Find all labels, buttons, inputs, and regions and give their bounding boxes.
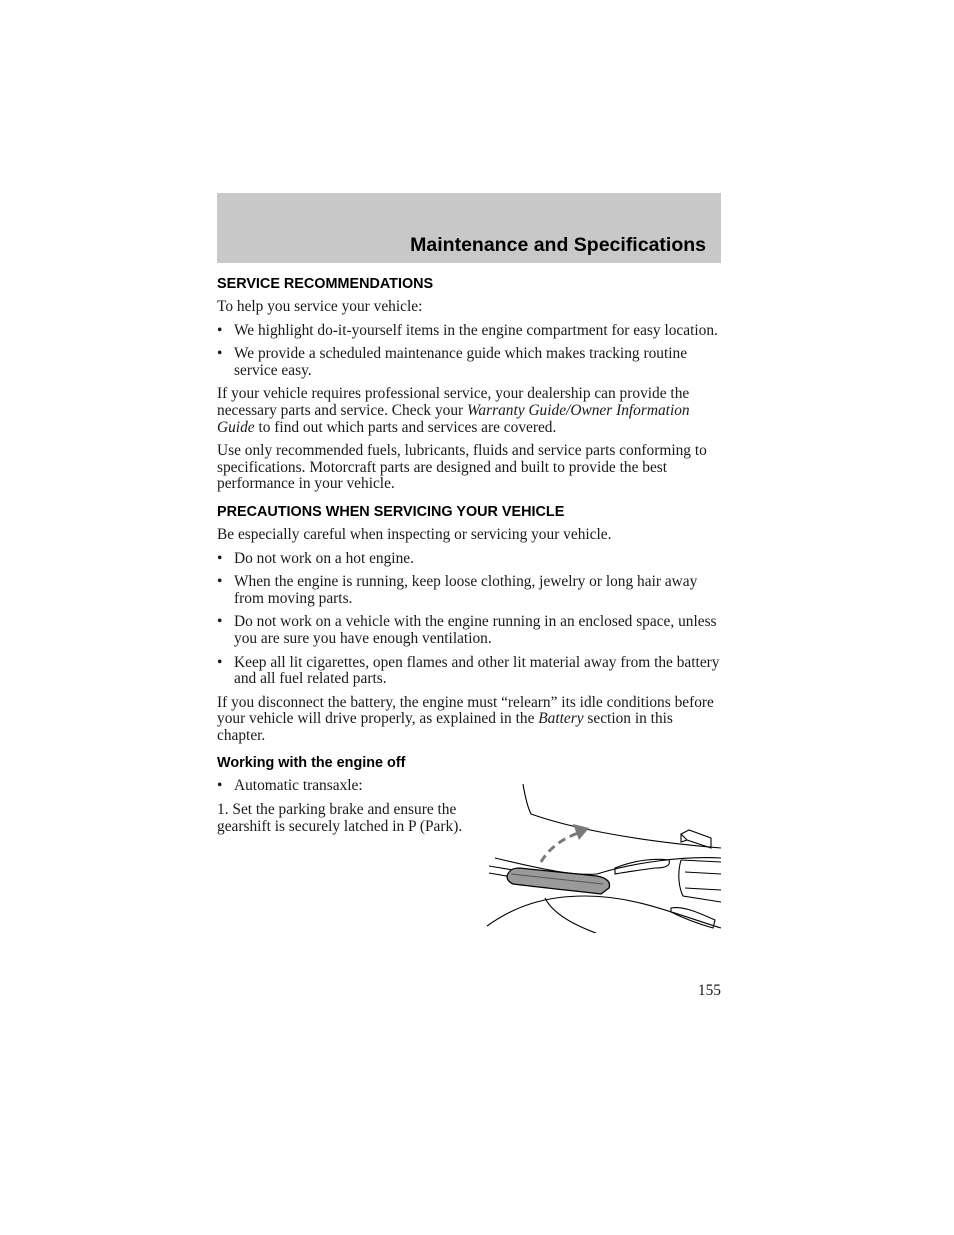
recommended-parts-paragraph: Use only recommended fuels, lubricants, fluids and service parts conforming to specifications. Motorcraft parts are designed and built to provide the best performance in your vehicle. <box>217 442 707 493</box>
engine-off-block <box>217 778 721 938</box>
list-item: • Do not work on a vehicle with the engine running in an enclosed space, unless you are sure you have enough ventilation. <box>217 613 717 647</box>
battery-relearn-paragraph: If you disconnect the battery, the engine must “relearn” its idle conditions before your vehicle will drive properly, as explained in the Battery section in this chapter. <box>217 693 714 744</box>
list-item: • Automatic transaxle: <box>217 777 363 795</box>
main-content <box>217 276 721 938</box>
page-number: 155 <box>697 982 721 999</box>
bullet-icon: • <box>217 321 223 339</box>
service-bullet-list <box>217 323 721 380</box>
service-intro: To help you service your vehicle: <box>217 298 423 315</box>
precautions-intro: Be especially careful when inspecting or servicing your vehicle. <box>217 525 612 543</box>
subsection-heading-engine-off: Working with the engine off <box>217 755 406 772</box>
bullet-icon: • <box>217 573 223 591</box>
list-item: • Keep all lit cigarettes, open flames and other lit material away from the battery and all fuel related parts. <box>217 653 720 688</box>
section-heading-precautions: PRECAUTIONS WHEN SERVICING YOUR VEHICLE <box>217 503 565 520</box>
list-item: • We highlight do-it-yourself items in the engine compartment for easy location. <box>217 321 718 339</box>
page-title: Maintenance and Specifications <box>410 234 706 256</box>
bullet-icon: • <box>217 777 223 795</box>
professional-service-paragraph: If your vehicle requires professional service, your dealership can provide the necessary parts and service. Check your Warranty Guide/Owner Information Guide to find out which parts and services are covered. <box>217 385 690 436</box>
warranty-guide-reference: Warranty Guide/Owner Information Guide <box>217 401 690 436</box>
bullet-icon: • <box>217 653 223 671</box>
header-band <box>217 193 721 263</box>
bullet-icon: • <box>217 345 223 363</box>
bullet-icon: • <box>217 549 223 567</box>
list-item: • We provide a scheduled maintenance guide which makes tracking routine service easy. <box>217 345 688 379</box>
parking-brake-illustration <box>485 778 722 933</box>
precautions-bullet-list <box>217 551 721 688</box>
list-item: • Do not work on a hot engine. <box>217 549 414 567</box>
bullet-icon: • <box>217 613 223 631</box>
engine-off-bullet-list <box>217 778 472 795</box>
list-item: • When the engine is running, keep loose clothing, jewelry or long hair away from moving parts. <box>217 573 698 607</box>
section-heading-service: SERVICE RECOMMENDATIONS <box>217 276 434 292</box>
battery-section-reference: Battery <box>538 710 584 728</box>
step-1-text: 1. Set the parking brake and ensure the gearshift is securely latched in P (Park). <box>217 801 463 835</box>
